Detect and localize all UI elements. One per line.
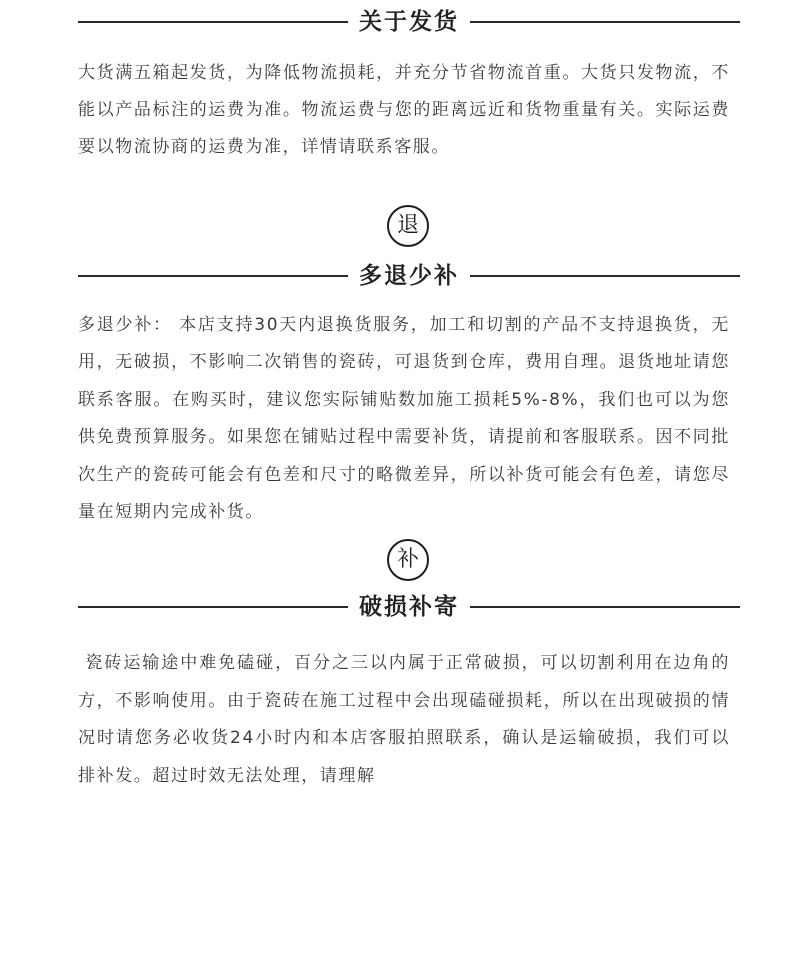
refund-paragraph [78,307,730,531]
paragraph-line: 次生产的瓷砖可能会有色差和尺寸的略微差异，所以补货可能会有色差，请您尽 [78,464,730,485]
paragraph-line: 能以产品标注的运费为准。物流运费与您的距离远近和货物重量有关。实际运费 [78,100,730,120]
paragraph-line: 况时请您务必收货24小时内和本店客服拍照联系，确认是运输破损，我们可以 [78,728,730,749]
return-badge-icon: 退 [387,205,429,247]
section-title: 多退少补 [359,263,459,289]
paragraph-line: 要以物流协商的运费为准，详情请联系客服。 [78,137,450,157]
shipping-paragraph [78,55,730,166]
paragraph-line: 供免费预算服务。如果您在铺贴过程中需要补货，请提前和客服联系。因不同批 [78,427,730,448]
paragraph-line: 方，不影响使用。由于瓷砖在施工过程中会出现磕碰损耗，所以在出现破损的情 [78,690,730,711]
section-title: 破损补寄 [359,594,459,620]
heading-divider-left [78,606,348,608]
section-heading-damage [78,592,740,622]
section-title: 关于发货 [359,9,459,35]
paragraph-line: 排补发。超过时效无法处理，请理解 [78,766,376,787]
paragraph-line: 联系客服。在购买时，建议您实际铺贴数加施工损耗5%-8%，我们也可以为您 [78,389,730,410]
paragraph-line: 大货满五箱起发货，为降低物流损耗，并充分节省物流首重。大货只发物流，不 [78,63,730,83]
section-heading-refund [78,261,740,291]
heading-divider-right [470,275,740,277]
paragraph-line: 量在短期内完成补货。 [78,501,264,522]
paragraph-line: 多退少补： 本店支持30天内退换货服务，加工和切割的产品不支持退换货，无 [78,315,730,335]
damage-paragraph [78,645,730,796]
heading-divider-right [470,21,740,23]
heading-divider-left [78,275,348,277]
paragraph-line: 瓷砖运输途中难免磕碰，百分之三以内属于正常破损，可以切割利用在边角的 [85,653,730,673]
paragraph-line: 用，无破损，不影响二次销售的瓷砖，可退货到仓库，费用自理。退货地址请您 [78,352,730,373]
heading-divider-right [470,606,740,608]
heading-divider-left [78,21,348,23]
replenish-badge-icon: 补 [387,539,429,581]
section-heading-shipping [78,7,740,37]
